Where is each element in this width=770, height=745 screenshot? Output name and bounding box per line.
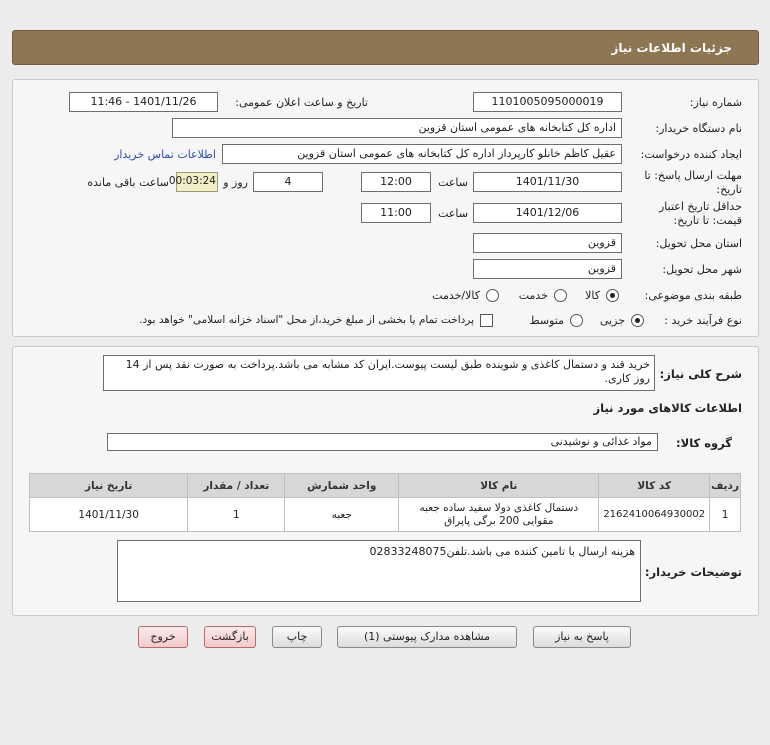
creator-label: ایجاد کننده درخواست: <box>640 148 742 161</box>
days-label: روز و <box>223 176 248 189</box>
category-goods-service-label: کالا/خدمت <box>432 289 480 302</box>
cell-goods-name: دستمال کاغذی دولا سفید ساده جعبه مقوایی 200 برگی پاپراق <box>399 498 599 532</box>
category-goods-radio[interactable] <box>606 289 619 302</box>
need-description-text: خرید قند و دستمال کاغذی و شوینده طبق لیست پیوست.ایران کد مشابه می باشد.پرداخت به صورت نقد پس از 14 روز کاری. <box>125 358 650 385</box>
city-field: قزوین <box>473 259 622 279</box>
cell-unit: جعبه <box>285 498 399 532</box>
buyer-org-label: نام دستگاه خریدار: <box>655 122 742 135</box>
category-goods-service-radio[interactable] <box>486 289 499 302</box>
goods-group-field: مواد غذائی و نوشیدنی <box>107 433 658 451</box>
days-field: 4 <box>253 172 323 192</box>
category-service-radio[interactable] <box>554 289 567 302</box>
col-row-number: ردیف <box>710 474 741 498</box>
col-goods-name: نام کالا <box>399 474 599 498</box>
goods-group-label: گروه کالا: <box>676 436 732 450</box>
process-minor-label: جزیی <box>599 314 625 327</box>
treasury-payment-checkbox[interactable] <box>480 314 493 327</box>
announce-label: تاریخ و ساعت اعلان عمومی: <box>235 96 368 109</box>
buyer-org-field: اداره کل کتابخانه های عمومی استان قزوین <box>172 118 622 138</box>
buyer-notes-box <box>117 540 641 602</box>
need-description-label: شرح کلی نیاز: <box>659 367 742 381</box>
buyer-notes-text: هزینه ارسال با تامین کننده می باشد.تلفن02833248075 <box>369 545 635 558</box>
exit-button[interactable]: خروج <box>138 626 188 648</box>
cell-goods-code: 2162410064930002 <box>599 498 710 532</box>
remaining-time-field: 00:03:24 <box>176 172 218 192</box>
remaining-label: ساعت باقی مانده <box>87 176 169 189</box>
page-title: جزئیات اطلاعات نیاز <box>611 41 732 55</box>
table-row <box>30 498 741 532</box>
validity-date-field: 1401/12/06 <box>473 203 622 223</box>
buyer-notes-label: توضیحات خریدار: <box>644 565 742 579</box>
cell-quantity: 1 <box>188 498 285 532</box>
process-medium-label: متوسط <box>529 314 564 327</box>
goods-info-title: اطلاعات کالاهای مورد نیاز <box>593 401 742 415</box>
col-quantity: تعداد / مقدار <box>188 474 285 498</box>
need-number-field: 1101005095000019 <box>473 92 622 112</box>
category-goods-label: کالا <box>585 289 600 302</box>
back-button[interactable]: بازگشت <box>204 626 256 648</box>
deadline-time-label: ساعت <box>438 176 468 189</box>
treasury-payment-note: پرداخت تمام یا بخشی از مبلغ خرید،از محل "اسناد خزانه اسلامی" خواهد بود. <box>139 314 474 326</box>
process-minor-radio[interactable] <box>631 314 644 327</box>
contact-buyer-link[interactable]: اطلاعات تماس خریدار <box>114 148 216 161</box>
validity-time-label: ساعت <box>438 207 468 220</box>
validity-label: حداقل تاریخ اعتبار <box>658 200 742 213</box>
goods-table <box>29 473 741 532</box>
announce-field: 1401/11/26 - 11:46 <box>69 92 218 112</box>
view-attachments-button[interactable]: مشاهده مدارک پیوستی (1) <box>337 626 517 648</box>
col-unit: واحد شمارش <box>285 474 399 498</box>
need-description-box <box>103 355 655 391</box>
cell-need-date: 1401/11/30 <box>30 498 188 532</box>
validity-time-field: 11:00 <box>361 203 431 223</box>
deadline-time-field: 12:00 <box>361 172 431 192</box>
category-service-label: خدمت <box>518 289 548 302</box>
cell-row-number: 1 <box>710 498 741 532</box>
deadline-date-field: 1401/11/30 <box>473 172 622 192</box>
process-medium-radio[interactable] <box>570 314 583 327</box>
validity-label-date: قیمت: تا تاریخ: <box>673 214 742 227</box>
need-number-label: شماره نیاز: <box>689 96 742 109</box>
col-goods-code: کد کالا <box>599 474 710 498</box>
process-label: نوع فرآیند خرید : <box>664 314 742 327</box>
deadline-label: مهلت ارسال پاسخ: تا <box>644 169 742 182</box>
province-field: قزوین <box>473 233 622 253</box>
creator-field: عقیل کاظم خانلو کارپرداز اداره کل کتابخانه های عمومی استان قزوین <box>222 144 622 164</box>
print-button[interactable]: چاپ <box>272 626 322 648</box>
page-header <box>12 30 759 65</box>
category-label: طبقه بندی موضوعی: <box>644 289 742 302</box>
reply-button[interactable]: پاسخ به نیاز <box>533 626 631 648</box>
goods-table-header <box>30 474 741 498</box>
col-need-date: تاریخ نیاز <box>30 474 188 498</box>
deadline-label-date: تاریخ: <box>716 183 742 196</box>
city-label: شهر محل تحویل: <box>662 263 742 276</box>
province-label: استان محل تحویل: <box>655 237 742 250</box>
